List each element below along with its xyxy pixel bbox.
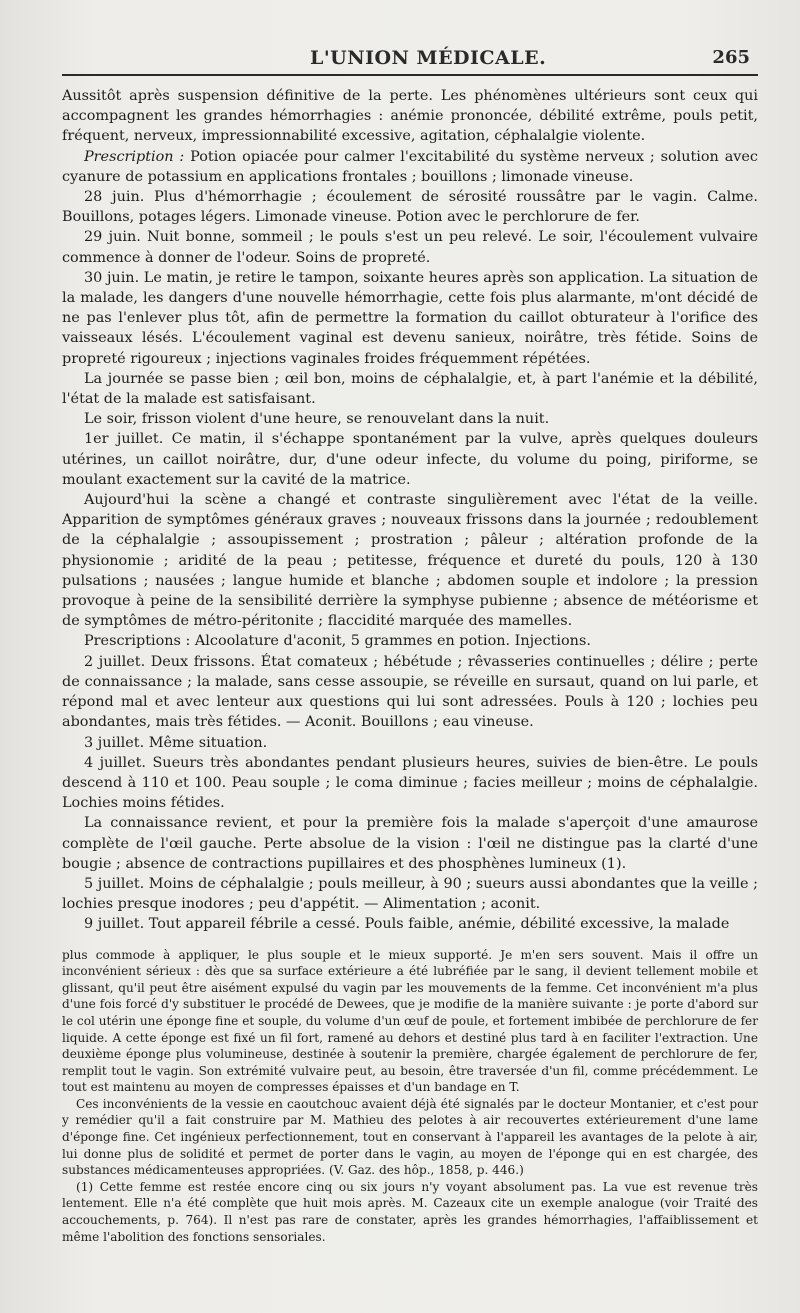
paragraph: Prescriptions : Alcoolature d'aconit, 5 grammes en potion. Injections. [84,633,591,650]
footnote-continued: plus commode à appliquer, le plus souple et le mieux supporté. Je m'en sers souvent. Mais il offre un inconvénient sérieux : dès que sa surface extérieure a été lubréfiée par le sang, il devient tellement mobile et glissant, qu'il peut être aisément expulsé du vagin par les mouvements de la femme. Cet inconvénient m'a plus d'une fois forcé d'y substituer le procédé de Dewees, que je modifie de la manière suivante : je porte d'abord sur le col utérin une éponge fine et souple, du volume d'un œuf de poule, et fortement imbibée de perchlorure de fer liquide. A cette éponge est fixé un fil fort, ramené au dehors et destiné plus tard à en faciliter l'extraction. Une deuxième éponge plus volumineuse, destinée à soutenir la première, chargée également de perchlorure de fer, remplit tout le vagin. Son extrémité vulvaire peut, au besoin, être traversée d'un fil, comme précédemment. Le tout est maintenu au moyen de compresses épaisses et d'un bandage en T. [62,947,758,1095]
prescription-text: Potion opiacée pour calmer l'excitabilité du système nerveux ; solution avec cyanure de potassium en applications frontales ; bouillons ; limonade vineuse. [62,148,758,185]
paragraph: 29 juin. Nuit bonne, sommeil ; le pouls s'est un peu relevé. Le soir, l'écoulement vulvaire commence à donner de l'odeur. Soins de propreté. [62,229,758,266]
footnotes [62,947,758,1246]
footnote-1: (1) Cette femme est restée encore cinq ou six jours n'y voyant absolument pas. La vue est revenue très lentement. Elle n'a été complète que huit mois après. M. Cazeaux cite un exemple analogue (voir Traité des accouchements, p. 764). Il n'est pas rare de constater, après les grandes hémorrhagies, l'affaiblissement et même l'abolition des fonctions sensoriales. [62,1179,758,1244]
paragraph: Le soir, frisson violent d'une heure, se renouvelant dans la nuit. [84,411,550,428]
paragraph: Aujourd'hui la scène a changé et contraste singulièrement avec l'état de la veille. Apparition de symptômes généraux graves ; nouveaux frissons dans la journée ; redoublement de la céphalalgie ; assoupissement ; prostration ; pâleur ; altération profonde de la physionomie ; aridité de la peau ; petitesse, fréquence et dureté du pouls, 120 à 130 pulsations ; nausées ; langue humide et blanche ; abdomen souple et indolore ; la pression provoque à peine de la sensibilité derrière la symphyse pubienne ; absence de météorisme et de symptômes de métro-péritonite ; flaccidité marquée des mamelles. [62,492,758,630]
page-number: 265 [712,47,750,68]
paragraph: 28 juin. Plus d'hémorrhagie ; écoulement de sérosité roussâtre par le vagin. Calme. Bouillons, potages légers. Limonade vineuse. Potion avec le perchlorure de fer. [62,189,758,226]
paragraph: Aussitôt après suspension définitive de la perte. Les phénomènes ultérieurs sont ceux qui accompagnent les grandes hémorrhagies : anémie prononcée, débilité extrême, pouls petit, fréquent, nerveux, impressionnabilité excessive, agitation, céphalalgie violente. [62,88,758,145]
body-text [62,86,758,935]
paragraph: 3 juillet. Même situation. [84,734,268,751]
header-rule [62,74,758,76]
running-head [62,44,758,74]
paragraph: 4 juillet. Sueurs très abondantes pendant plusieurs heures, suivies de bien-être. Le pouls descend à 110 et 100. Peau souple ; le coma diminue ; facies meilleur ; moins de céphalalgie. Lochies moins fétides. [62,754,758,812]
paragraph-prescription [62,147,758,187]
paragraph: 30 juin. Le matin, je retire le tampon, soixante heures après son application. La situation de la malade, les dangers d'une nouvelle hémorrhagie, cette fois plus alarmante, m'ont décidé de ne pas l'enlever plus tôt, afin de permettre la formation du caillot obturateur à l'orifice des vaisseaux lésés. L'écoulement vaginal est devenu sanieux, noirâtre, très fétide. Soins de propreté rigoureux ; injections vaginales froides fréquemment répétées. [62,269,758,367]
paragraph: 5 juillet. Moins de céphalalgie ; pouls meilleur, à 90 ; sueurs aussi abondantes que la veille ; lochies presque inodores ; peu d'appétit. — Alimentation ; aconit. [62,875,758,913]
paragraph: La connaissance revient, et pour la première fois la malade s'aperçoit d'une amaurose complète de l'œil gauche. Perte absolue de la vision : l'œil ne distingue pas la clarté d'une bougie ; absence de contractions pupillaires et des phosphènes lumineux (1). [62,815,758,872]
paragraph: 9 juillet. Tout appareil fébrile a cessé. Pouls faible, anémie, débilité excessive, la malade [84,916,730,933]
running-title: L'UNION MÉDICALE. [310,47,547,69]
footnote-continued: Ces inconvénients de la vessie en caoutchouc avaient déjà été signalés par le docteur Montanier, et c'est pour y remédier qu'il a fait construire par M. Mathieu des pelotes à air recouvertes extérieurement d'une lame d'éponge fine. Cet ingénieux perfectionnement, tout en conservant à l'appareil les avantages de la pelote à air, lui donne plus de solidité et permet de porter dans le vagin, au moyen de l'éponge qui en est chargée, des substances médicamenteuses appropriées. (V. Gaz. des hôp., 1858, p. 446.) [62,1096,758,1178]
paragraph: 1er juillet. Ce matin, il s'échappe spontanément par la vulve, après quelques douleurs utérines, un caillot noirâtre, dur, d'une odeur infecte, du volume du poing, piriforme, se moulant exactement sur la cavité de la matrice. [62,431,758,488]
prescription-label: Prescription : [84,148,185,165]
paragraph: 2 juillet. Deux frissons. État comateux ; hébétude ; rêvasseries continuelles ; délire ; perte de connaissance ; la malade, sans cesse assoupie, se réveille en sursaut, quand on lui parle, et répond mal et avec lenteur aux questions qui lui sont adressées. Pouls à 120 ; lochies peu abondantes, mais très fétides. — Aconit. Bouillons ; eau vineuse. [62,653,758,731]
paragraph: La journée se passe bien ; œil bon, moins de céphalalgie, et, à part l'anémie et la débilité, l'état de la malade est satisfaisant. [62,370,758,408]
